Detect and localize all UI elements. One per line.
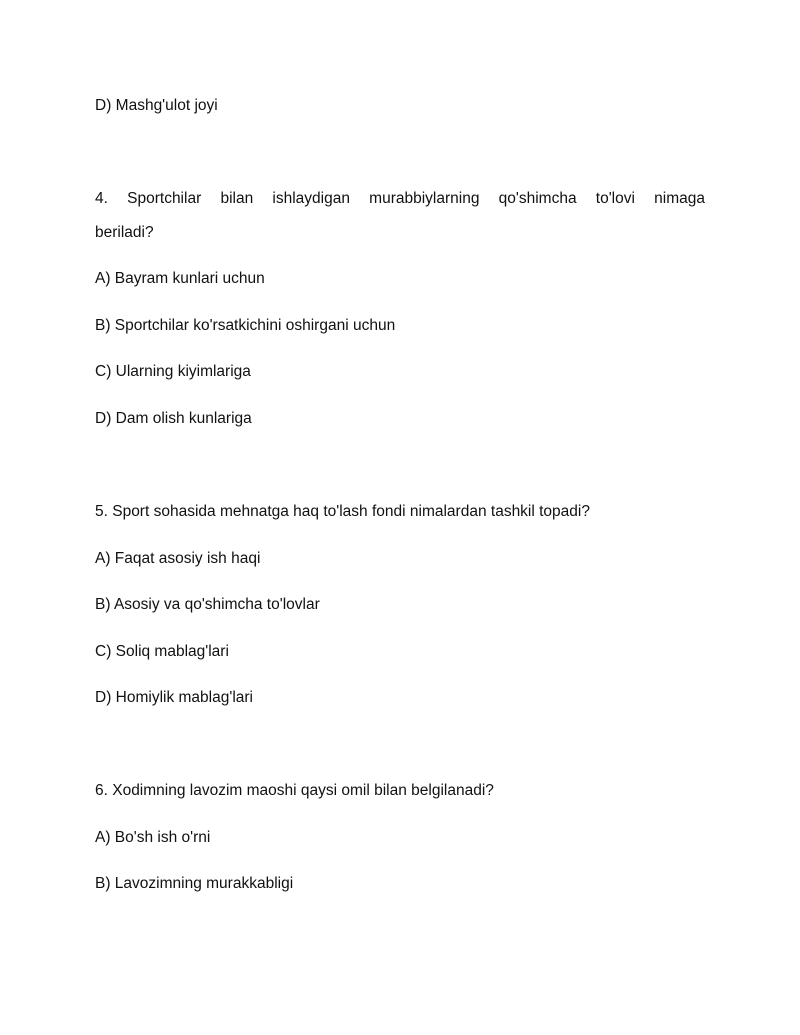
question-4-option-c: C) Ularning kiyimlariga (95, 363, 251, 380)
question-4-text-line-2: beriladi? (95, 224, 154, 241)
question-4-option-b: B) Sportchilar ko'rsatkichini oshirgani uchun (95, 317, 396, 334)
question-5-option-c: C) Soliq mablag'lari (95, 643, 229, 660)
question-4-option-a: A) Bayram kunlari uchun (95, 270, 265, 287)
prev-question-option-d: D) Mashg'ulot joyi (95, 97, 218, 114)
question-6-text: 6. Xodimning lavozim maoshi qaysi omil bilan belgilanadi? (95, 782, 494, 799)
question-4-option-d: D) Dam olish kunlariga (95, 410, 252, 427)
question-4-text-line-1: 4. Sportchilar bilan ishlaydigan murabbiylarning qo'shimcha to'lovi nimaga (95, 190, 705, 207)
question-5-option-d: D) Homiylik mablag'lari (95, 689, 253, 706)
question-6-option-b: B) Lavozimning murakkabligi (95, 875, 294, 892)
question-5-option-b: B) Asosiy va qo'shimcha to'lovlar (95, 596, 320, 613)
question-5-text: 5. Sport sohasida mehnatga haq to'lash fondi nimalardan tashkil topadi? (95, 503, 590, 520)
question-6-option-a: A) Bo'sh ish o'rni (95, 829, 211, 846)
question-5-option-a: A) Faqat asosiy ish haqi (95, 550, 261, 567)
